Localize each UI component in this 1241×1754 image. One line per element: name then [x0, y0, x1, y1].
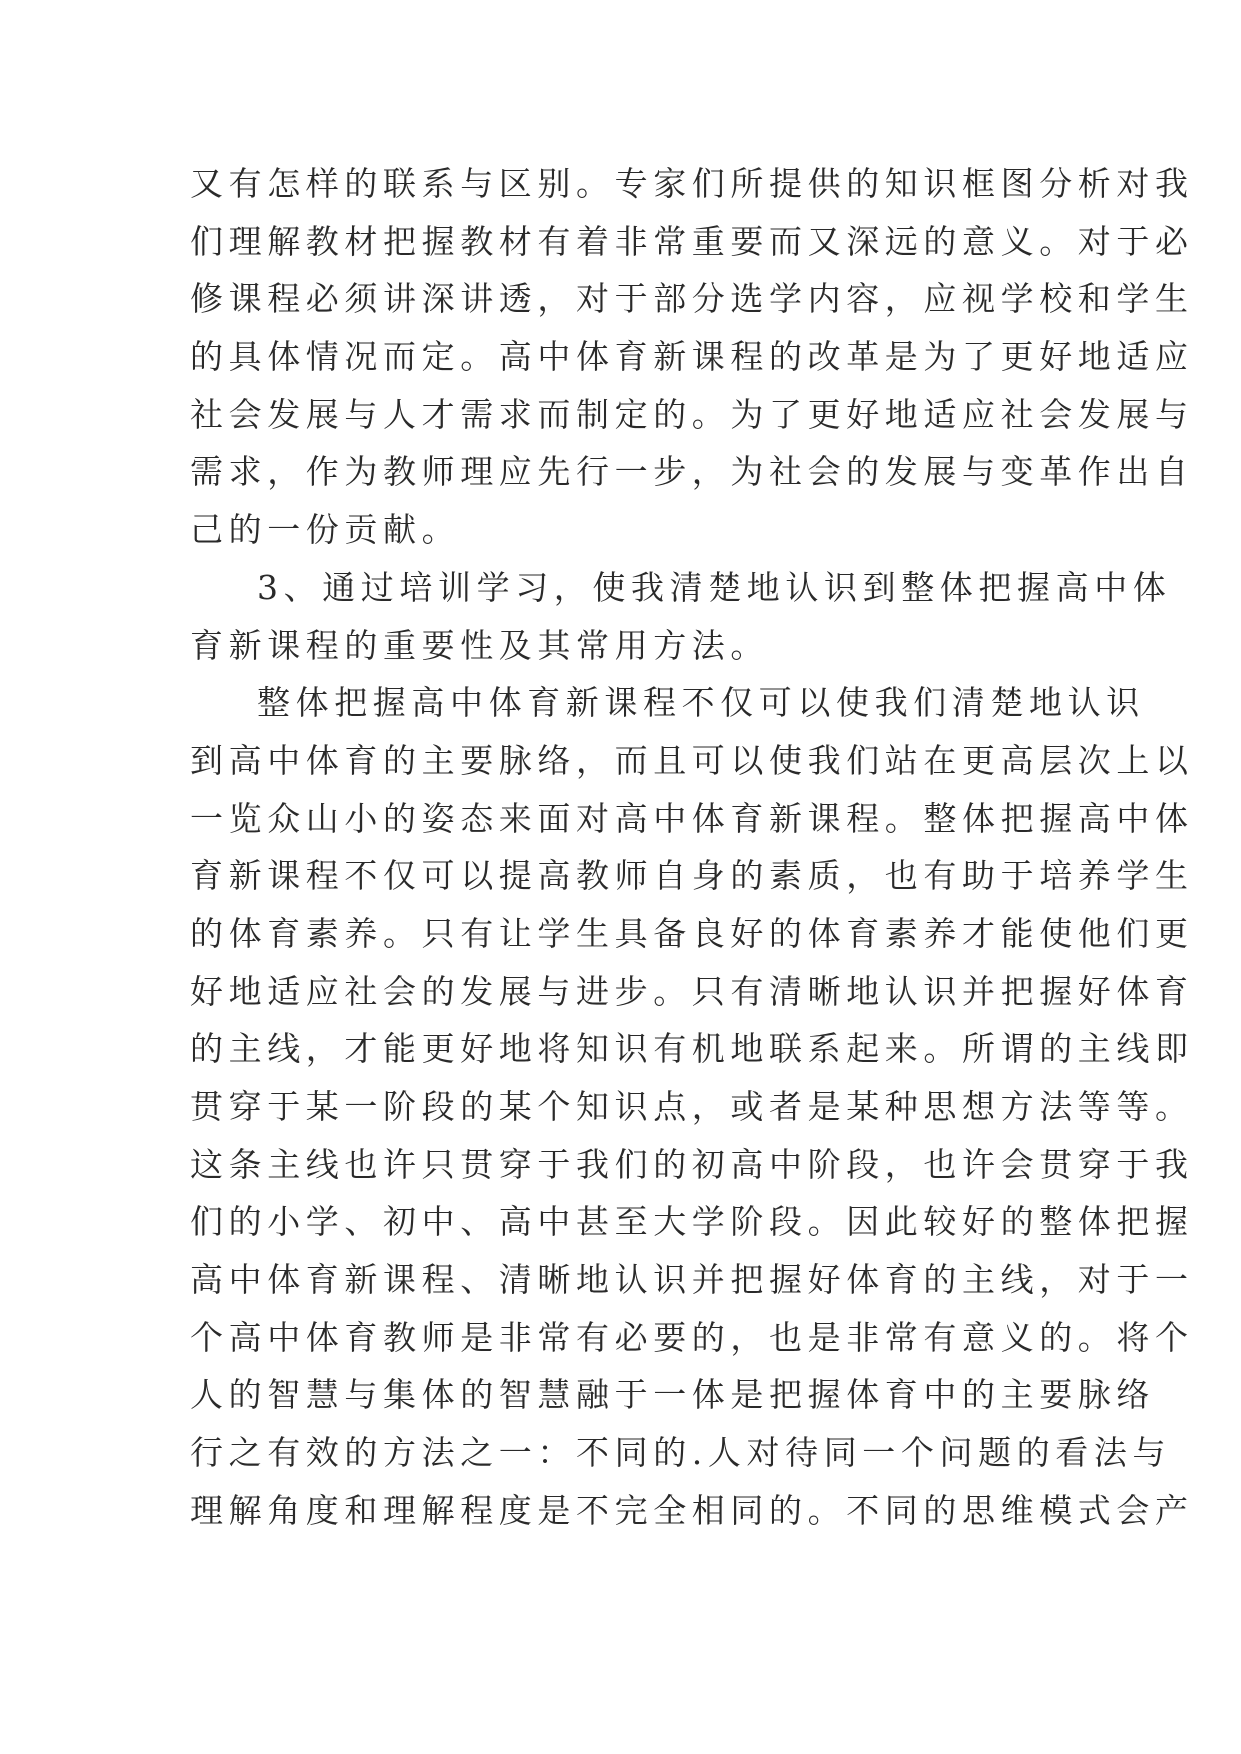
text-line: 需求，作为教师理应先行一步，为社会的发展与变革作出自 [190, 452, 1194, 492]
text-line: 人的智慧与集体的智慧融于一体是把握体育中的主要脉络 [190, 1375, 1155, 1415]
text-line: 的体育素养。只有让学生具备良好的体育素养才能使他们更 [190, 913, 1194, 953]
text-line: 又有怎样的联系与区别。专家们所提供的知识框图分析对我 [190, 164, 1194, 203]
text-line: 们理解教材把握教材有着非常重要而又深远的意义。对于必 [190, 221, 1194, 261]
text-line: 一览众山小的姿态来面对高中体育新课程。整体把握高中体 [190, 798, 1194, 838]
text-line: 好地适应社会的发展与进步。只有清晰地认识并把握好体育 [190, 971, 1194, 1011]
text-line: 行之有效的方法之一：不同的.人对待同一个问题的看法与 [190, 1433, 1172, 1473]
text-line: 高中体育新课程、清晰地认识并把握好体育的主线，对于一 [190, 1260, 1194, 1300]
text-line: 们的小学、初中、高中甚至大学阶段。因此较好的整体把握 [190, 1202, 1194, 1242]
body-text [190, 155, 1194, 1540]
text-line: 育新课程不仅可以提高教师自身的素质，也有助于培养学生 [190, 856, 1194, 896]
text-line: 己的一份贡献。 [190, 510, 461, 550]
text-line: 育新课程的重要性及其常用方法。 [190, 625, 769, 665]
text-line: 个高中体育教师是非常有必要的，也是非常有意义的。将个 [190, 1317, 1194, 1357]
text-line: 到高中体育的主要脉络，而且可以使我们站在更高层次上以 [190, 740, 1194, 780]
text-line: 贯穿于某一阶段的某个知识点，或者是某种思想方法等等。 [190, 1087, 1194, 1126]
text-line: 修课程必须讲深讲透，对于部分选学内容，应视学校和学生 [190, 279, 1194, 319]
paragraph-start-line: 3、通过培训学习，使我清楚地认识到整体把握高中体 [257, 567, 1172, 607]
text-line: 这条主线也许只贯穿于我们的初高中阶段，也许会贯穿于我 [190, 1144, 1194, 1184]
text-line: 社会发展与人才需求而制定的。为了更好地适应社会发展与 [190, 394, 1194, 434]
paragraph-start-line: 整体把握高中体育新课程不仅可以使我们清楚地认识 [257, 683, 1145, 723]
text-line: 理解角度和理解程度是不完全相同的。不同的思维模式会产 [190, 1490, 1194, 1530]
text-line: 的主线，才能更好地将知识有机地联系起来。所谓的主线即 [190, 1029, 1194, 1069]
text-line: 的具体情况而定。高中体育新课程的改革是为了更好地适应 [190, 337, 1194, 377]
